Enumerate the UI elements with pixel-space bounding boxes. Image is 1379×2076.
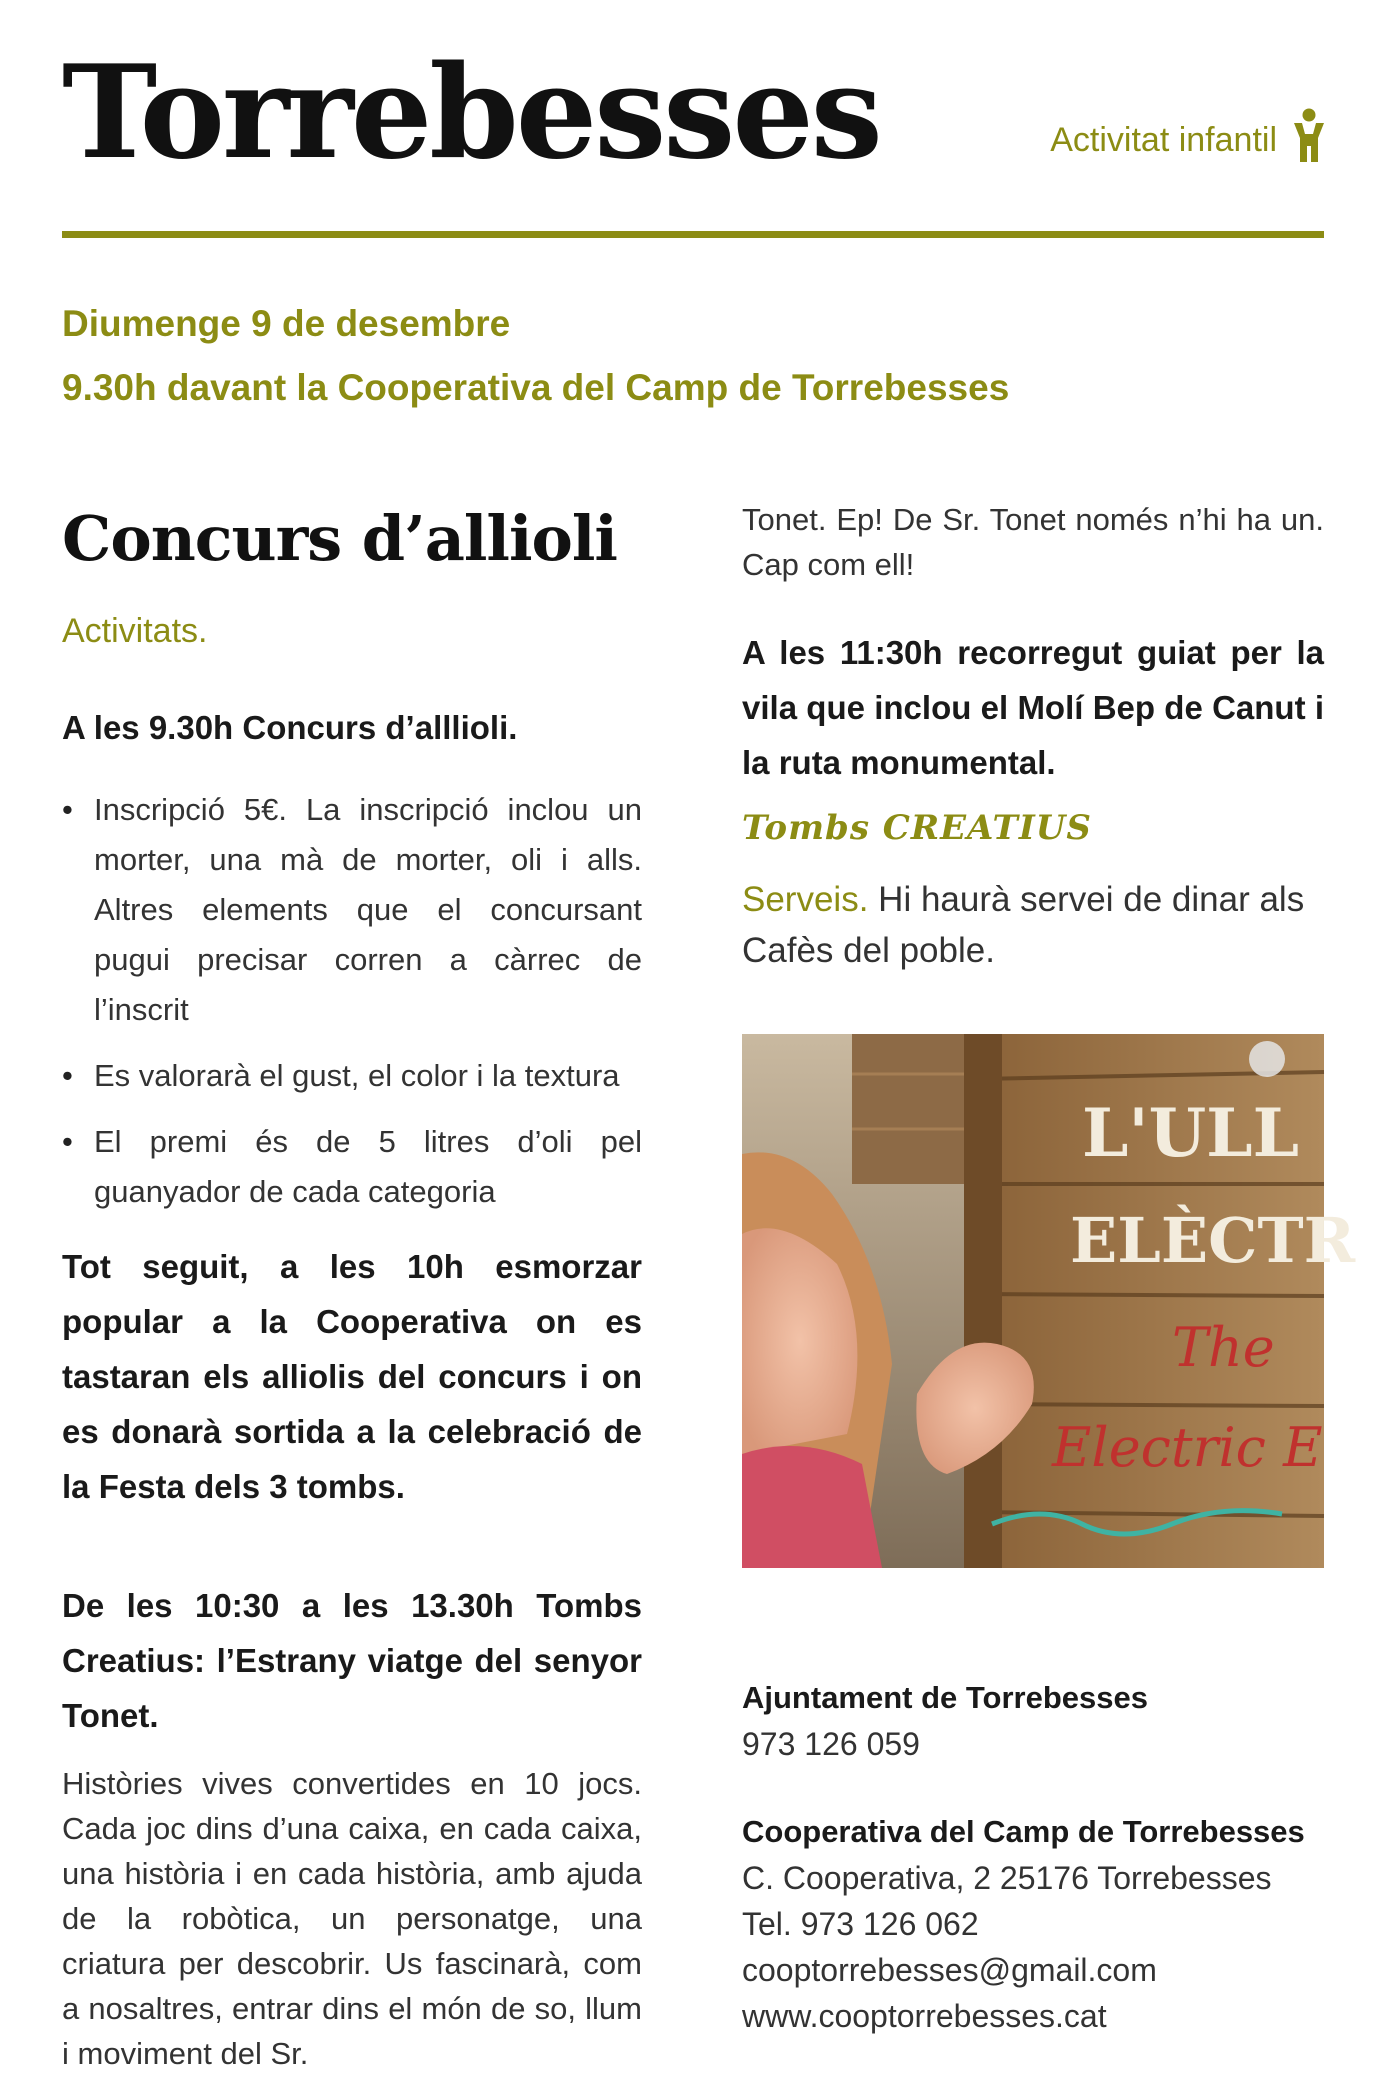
contact-website: www.cooptorrebesses.cat — [742, 1998, 1107, 2034]
tombs-creatius-logo: Tombs CREATIUS — [742, 808, 1092, 848]
contest-rules — [62, 785, 642, 1217]
contest-time: A les 9.30h Concurs d’alllioli. — [62, 708, 518, 746]
contact-info — [742, 1675, 1362, 2039]
services-text: Hi haurà servei de dinar als Cafès del poble. — [742, 880, 1305, 970]
photo-text-4: Electric E — [1052, 1416, 1323, 1479]
left-column — [62, 502, 642, 2076]
category-tag — [1050, 108, 1327, 173]
list-item: • El premi és de 5 litres d’oli pel guanyador de cada categoria — [62, 1117, 642, 1217]
services-label: Serveis. — [742, 880, 869, 919]
contact-phone: 973 126 059 — [742, 1726, 920, 1762]
guided-tour-paragraph: A les 11:30h recorregut guiat per la vila que inclou el Molí Bep de Canut i la ruta monumental. — [742, 634, 1324, 781]
photo-text-1: L'ULL — [1082, 1094, 1299, 1172]
event-time-place: 9.30h davant la Cooperativa del Camp de Torrebesses — [62, 367, 1010, 408]
right-column — [742, 497, 1356, 1568]
tonet-paragraph: Tonet. Ep! De Sr. Tonet només n’hi ha un. Cap com ell! — [742, 502, 1324, 582]
breakfast-paragraph: Tot seguit, a les 10h esmorzar popular a la Cooperativa on es tastaran els alliolis del concurs i on es donarà sortida a la celebració de la Festa dels 3 tombs. — [62, 1247, 642, 1505]
header-divider — [62, 231, 1324, 238]
category-tag-label: Activitat infantil — [1050, 121, 1277, 159]
child-icon — [1291, 108, 1327, 173]
event-photo — [742, 1034, 1356, 1568]
section-heading: Concurs d’allioli — [62, 502, 617, 575]
photo-text-3: The — [1172, 1316, 1275, 1379]
page-title: Torrebesses — [62, 38, 880, 188]
contact-phone: Tel. 973 126 062 — [742, 1906, 979, 1942]
list-item: • Inscripció 5€. La inscripció inclou un morter, una mà de morter, oli i alls. Altres elements que el concursant pugui precisar corren a càrrec de l’inscrit — [62, 785, 642, 1035]
contact-email: cooptorrebesses@gmail.com — [742, 1952, 1157, 1988]
tombs-creatius-paragraph: De les 10:30 a les 13.30h Tombs Creatius: l’Estrany viatge del senyor Tonet. — [62, 1586, 642, 1734]
photo-text-2: ELÈCTR — [1070, 1204, 1356, 1277]
contact-address: C. Cooperativa, 2 25176 Torrebesses — [742, 1860, 1272, 1896]
stories-paragraph: Històries vives convertides en 10 jocs. Cada joc dins d’una caixa, en cada caixa, una història i en cada història, amb ajuda de la robòtica, un personatge, una criatura per descobrir. Us fascinarà, com a nosaltres, entrar dins el món de so, llum i moviment del Sr. — [62, 1765, 642, 2071]
activities-label: Activitats. — [62, 612, 208, 651]
contact-name-cooperativa: Cooperativa del Camp de Torrebesses — [742, 1814, 1305, 1849]
list-item: • Es valorarà el gust, el color i la textura — [62, 1051, 642, 1101]
contact-name-ajuntament: Ajuntament de Torrebesses — [742, 1680, 1148, 1715]
services-paragraph — [742, 874, 1324, 976]
event-date: Diumenge 9 de desembre — [62, 303, 511, 344]
event-info — [62, 292, 1324, 420]
